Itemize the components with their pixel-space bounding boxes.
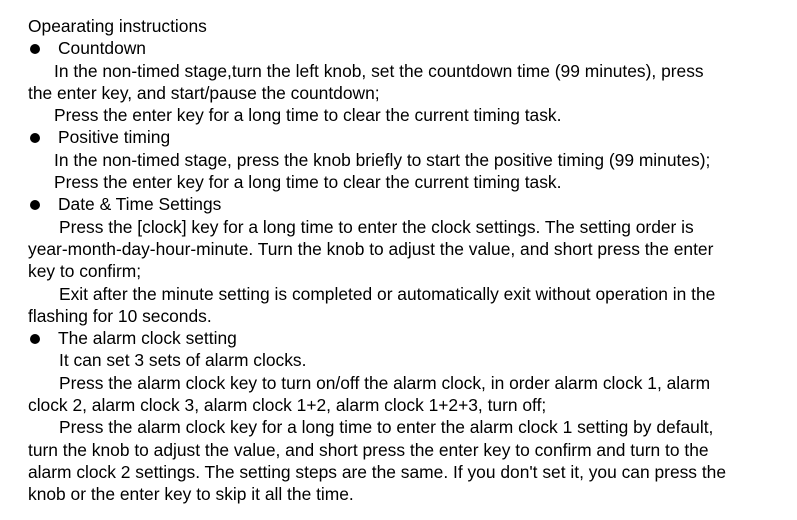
paragraph-line: In the non-timed stage, press the knob briefly to start the positive timing (99 minutes);: [54, 149, 711, 170]
bullet-icon: [30, 334, 40, 344]
section-alarm-clock-heading: [28, 327, 794, 349]
instructions-document: [28, 15, 794, 506]
paragraph-line: key to confirm;: [28, 261, 142, 282]
paragraph-line: knob or the enter key to skip it all the time.: [28, 484, 354, 505]
paragraph-line: flashing for 10 seconds.: [28, 305, 212, 326]
section-heading: Countdown: [58, 38, 146, 59]
paragraph-line: Press the alarm clock key for a long time to enter the alarm clock 1 setting by default,: [59, 417, 714, 438]
paragraph-line: Press the enter key for a long time to clear the current timing task.: [54, 172, 562, 193]
section-date-time-heading: [28, 193, 794, 215]
paragraph-line: year-month-day-hour-minute. Turn the knob to adjust the value, and short press the enter: [28, 238, 714, 259]
paragraph-line: the enter key, and start/pause the countdown;: [28, 82, 380, 103]
paragraph-line: Exit after the minute setting is completed or automatically exit without operation in the: [59, 283, 716, 304]
section-countdown-heading: [28, 37, 794, 59]
paragraph-line: alarm clock 2 settings. The setting steps are the same. If you don't set it, you can press the: [28, 461, 727, 482]
document-title: Opearating instructions: [28, 16, 207, 36]
paragraph-line: Press the alarm clock key to turn on/off the alarm clock, in order alarm clock 1, alarm: [59, 372, 711, 393]
paragraph-line: It can set 3 sets of alarm clocks.: [59, 350, 307, 371]
paragraph-line: Press the enter key for a long time to clear the current timing task.: [54, 105, 562, 126]
section-heading: The alarm clock setting: [58, 328, 237, 349]
section-heading: Positive timing: [58, 127, 171, 148]
bullet-icon: [30, 200, 40, 210]
bullet-icon: [30, 44, 40, 54]
paragraph-line: clock 2, alarm clock 3, alarm clock 1+2, alarm clock 1+2+3, turn off;: [28, 395, 547, 416]
paragraph-line: turn the knob to adjust the value, and short press the enter key to confirm and turn to the: [28, 439, 709, 460]
section-heading: Date & Time Settings: [58, 194, 222, 215]
paragraph-line: In the non-timed stage,turn the left knob, set the countdown time (99 minutes), press: [54, 60, 704, 81]
paragraph-line: Press the [clock] key for a long time to enter the clock settings. The setting order is: [59, 216, 694, 237]
bullet-icon: [30, 133, 40, 143]
section-positive-timing-heading: [28, 126, 794, 148]
